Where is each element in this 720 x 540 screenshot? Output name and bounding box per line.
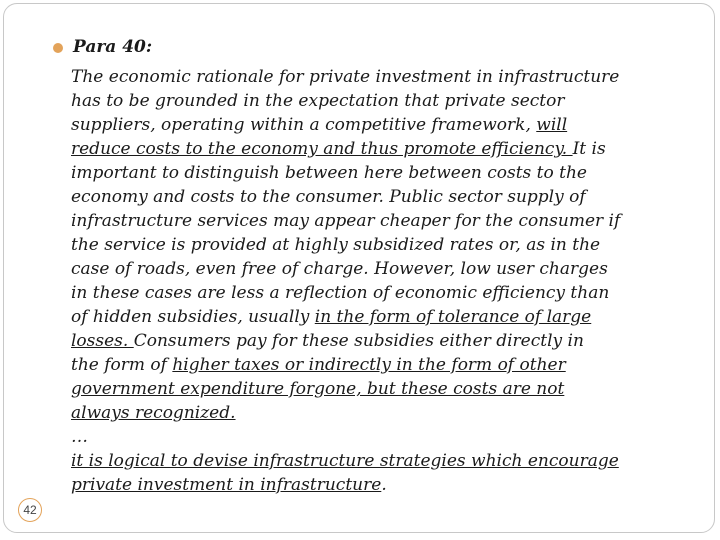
underlined-text: it is logical to devise infrastructure strategies which encourage	[71, 451, 619, 471]
text-segment: It is	[572, 139, 606, 159]
page-number: 42	[18, 498, 42, 522]
text-line	[71, 65, 711, 89]
text-line	[71, 281, 711, 305]
underlined-text: reduce costs to the economy and thus promote efficiency.	[71, 139, 573, 159]
text-line	[71, 377, 711, 401]
text-segment: in these cases are less a reflection of economic efficiency than	[71, 283, 610, 303]
text-segment: …	[71, 427, 88, 447]
text-line	[71, 113, 711, 137]
text-segment: the service is provided at highly subsidized rates or, as in the	[71, 235, 601, 255]
text-line	[71, 233, 711, 257]
bullet-icon	[53, 43, 63, 53]
text-line	[71, 137, 711, 161]
text-line	[71, 185, 711, 209]
underlined-text: losses.	[71, 331, 134, 351]
underlined-text: private investment in infrastructure	[71, 475, 382, 495]
text-segment: The economic rationale for private investment in infrastructure	[71, 67, 620, 87]
paragraph-heading: Para 40:	[73, 37, 153, 57]
underlined-text: will	[536, 115, 568, 135]
text-segment: infrastructure services may appear cheaper for the consumer if	[71, 211, 621, 231]
text-segment: economy and costs to the consumer. Public sector supply of	[71, 187, 586, 207]
underlined-text: in the form of tolerance of large	[314, 307, 592, 327]
text-line	[71, 329, 711, 353]
text-line	[71, 257, 711, 281]
text-line	[71, 89, 711, 113]
underlined-text: government expenditure forgone, but these costs are not	[71, 379, 565, 399]
text-line	[71, 449, 711, 473]
text-line	[71, 209, 711, 233]
text-segment: case of roads, even free of charge. However, low user charges	[71, 259, 608, 279]
text-line	[71, 401, 711, 425]
text-segment: of hidden subsidies, usually	[71, 307, 315, 327]
text-line	[71, 161, 711, 185]
text-segment: Consumers pay for these subsidies either directly in	[133, 331, 584, 351]
text-segment: has to be grounded in the expectation that private sector	[71, 91, 565, 111]
text-segment: the form of	[71, 355, 173, 375]
text-segment: suppliers, operating within a competitive framework,	[71, 115, 537, 135]
underlined-text: always recognized.	[71, 403, 236, 423]
paragraph-body	[71, 65, 711, 497]
text-segment: .	[381, 475, 387, 495]
text-line	[71, 353, 711, 377]
text-segment: important to distinguish between here between costs to the	[71, 163, 587, 183]
text-line	[71, 473, 711, 497]
underlined-text: higher taxes or indirectly in the form of other	[172, 355, 566, 375]
text-line	[71, 425, 711, 449]
text-line	[71, 305, 711, 329]
